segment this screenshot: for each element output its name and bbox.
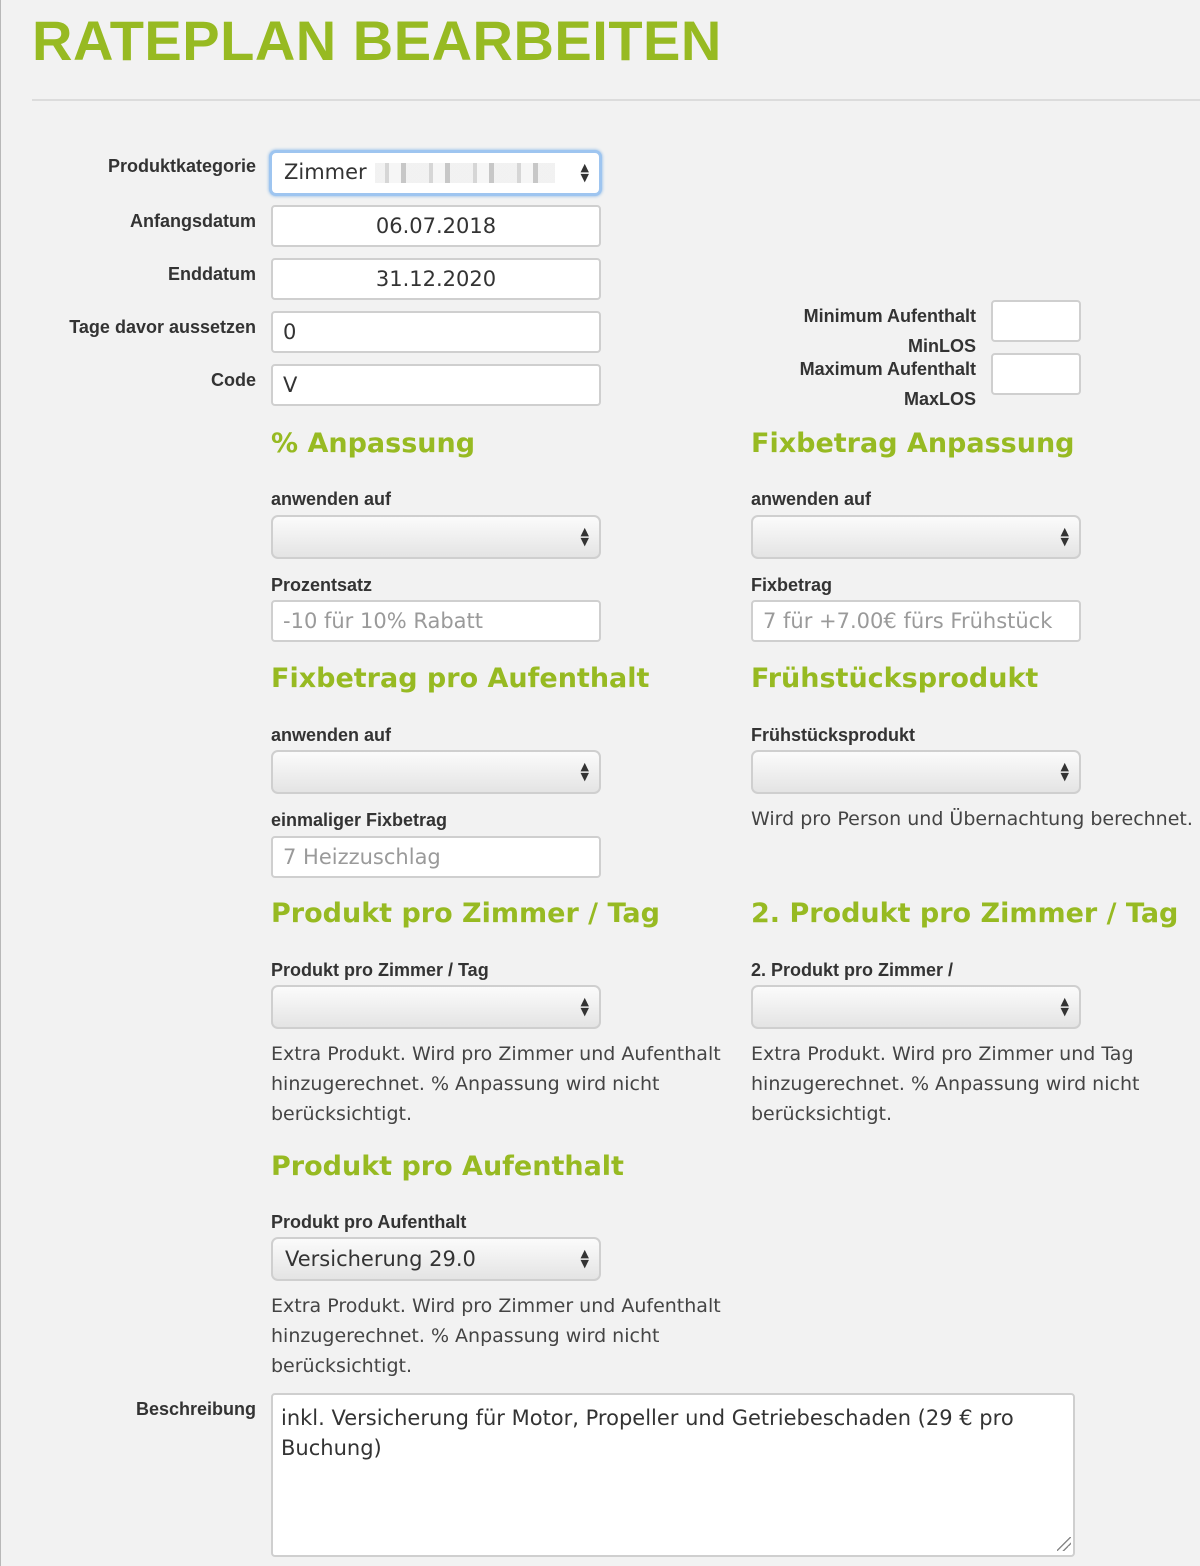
fixbetrag-aufenthalt-apply-label: anwenden auf xyxy=(271,725,392,745)
fruehstueck-label: Frühstücksprodukt xyxy=(751,725,916,745)
window-left-edge xyxy=(0,0,1,1566)
prozent-anpassung-heading: % Anpassung xyxy=(271,428,476,459)
page-title: RATEPLAN BEARBEITEN xyxy=(32,9,722,72)
produkt-zimmer-tag-2-label: 2. Produkt pro Zimmer / xyxy=(751,960,954,980)
max-aufenthalt-label: Maximum Aufenthalt xyxy=(799,359,976,379)
fixbetrag-aufenthalt-apply-select[interactable] xyxy=(271,750,601,794)
produkt-aufenthalt-select[interactable] xyxy=(271,1237,601,1281)
up-down-arrows-icon: ▲ ▼ xyxy=(1060,760,1069,783)
produkt-zimmer-tag-2-select[interactable] xyxy=(751,985,1081,1029)
produkt-aufenthalt-heading: Produkt pro Aufenthalt xyxy=(271,1151,624,1182)
prozent-apply-select[interactable] xyxy=(271,515,601,559)
fixbetrag-label: Fixbetrag xyxy=(751,575,833,595)
up-down-arrows-icon: ▲ ▼ xyxy=(1060,995,1069,1018)
tage-davor-input[interactable]: 0 xyxy=(271,311,601,353)
produkt-zimmer-tag-label: Produkt pro Zimmer / Tag xyxy=(271,960,489,980)
prozentsatz-placeholder: -10 für 10% Rabatt xyxy=(283,609,484,633)
min-aufenthalt-label: Minimum Aufenthalt xyxy=(803,306,976,326)
einmaliger-fixbetrag-input[interactable] xyxy=(271,836,601,878)
min-aufenthalt-input[interactable] xyxy=(991,300,1081,342)
fruehstueck-help: Wird pro Person und Übernachtung berechnet. xyxy=(751,808,1193,830)
enddatum-label: Enddatum xyxy=(168,264,256,284)
tage-davor-label: Tage davor aussetzen xyxy=(69,317,256,337)
prozentsatz-input[interactable] xyxy=(271,600,601,642)
fruehstueck-heading: Frühstücksprodukt xyxy=(751,663,1039,694)
enddatum-input[interactable]: 31.12.2020 xyxy=(271,258,601,300)
produktkategorie-label: Produktkategorie xyxy=(107,156,256,176)
code-input[interactable]: V xyxy=(271,364,601,406)
produkt-aufenthalt-help: Extra Produkt. Wird pro Zimmer und Aufenthalt hinzugerechnet. % Anpassung wird nicht berücksichtigt. xyxy=(271,1295,721,1377)
up-down-arrows-icon: ▲ ▼ xyxy=(580,760,589,783)
fixbetrag-aufenthalt-heading: Fixbetrag pro Aufenthalt xyxy=(271,663,650,694)
up-down-arrows-icon: ▲ ▼ xyxy=(580,1247,589,1270)
up-down-arrows-icon: ▲ ▼ xyxy=(1060,525,1069,548)
fixbetrag-apply-select[interactable] xyxy=(751,515,1081,559)
fixbetrag-placeholder: 7 für +7.00€ fürs Frühstück xyxy=(763,609,1053,633)
produkt-aufenthalt-label: Produkt pro Aufenthalt xyxy=(271,1212,467,1232)
einmaliger-fixbetrag-placeholder: 7 Heizzuschlag xyxy=(283,845,441,869)
produkt-zimmer-tag-2-heading: 2. Produkt pro Zimmer / Tag xyxy=(751,898,1179,929)
fixbetrag-input[interactable] xyxy=(751,600,1081,642)
up-down-arrows-icon: ▲ ▼ xyxy=(580,525,589,548)
produktkategorie-select[interactable] xyxy=(269,150,602,196)
fruehstueck-select[interactable] xyxy=(751,750,1081,794)
produkt-zimmer-tag-select[interactable] xyxy=(271,985,601,1029)
up-down-arrows-icon: ▲ ▼ xyxy=(580,995,589,1018)
produkt-aufenthalt-value: Versicherung 29.0 xyxy=(285,1247,476,1271)
produkt-zimmer-tag-help: Extra Produkt. Wird pro Zimmer und Aufenthalt hinzugerechnet. % Anpassung wird nicht berücksichtigt. xyxy=(271,1043,721,1125)
prozent-apply-label: anwenden auf xyxy=(271,489,392,509)
produkt-zimmer-tag-2-help: Extra Produkt. Wird pro Zimmer und Tag hinzugerechnet. % Anpassung wird nicht berücksichtigt. xyxy=(751,1043,1140,1125)
redacted-text xyxy=(375,163,555,183)
produktkategorie-value: Zimmer xyxy=(284,160,367,184)
fixbetrag-anpassung-heading: Fixbetrag Anpassung xyxy=(751,428,1075,459)
title-divider xyxy=(32,99,1200,101)
fixbetrag-apply-label: anwenden auf xyxy=(751,489,872,509)
einmaliger-fixbetrag-label: einmaliger Fixbetrag xyxy=(271,810,448,830)
resize-grip-icon[interactable] xyxy=(1057,1537,1071,1551)
prozentsatz-label: Prozentsatz xyxy=(271,575,373,595)
up-down-arrows-icon: ▲ ▼ xyxy=(580,161,589,184)
produkt-zimmer-tag-heading: Produkt pro Zimmer / Tag xyxy=(271,898,660,929)
minlos-sublabel: MinLOS xyxy=(908,336,976,356)
max-aufenthalt-input[interactable] xyxy=(991,353,1081,395)
beschreibung-label: Beschreibung xyxy=(135,1399,256,1419)
beschreibung-textarea[interactable] xyxy=(271,1393,1075,1557)
code-label: Code xyxy=(211,370,256,390)
maxlos-sublabel: MaxLOS xyxy=(903,389,976,409)
anfangsdatum-input[interactable]: 06.07.2018 xyxy=(271,205,601,247)
anfangsdatum-label: Anfangsdatum xyxy=(130,211,256,231)
